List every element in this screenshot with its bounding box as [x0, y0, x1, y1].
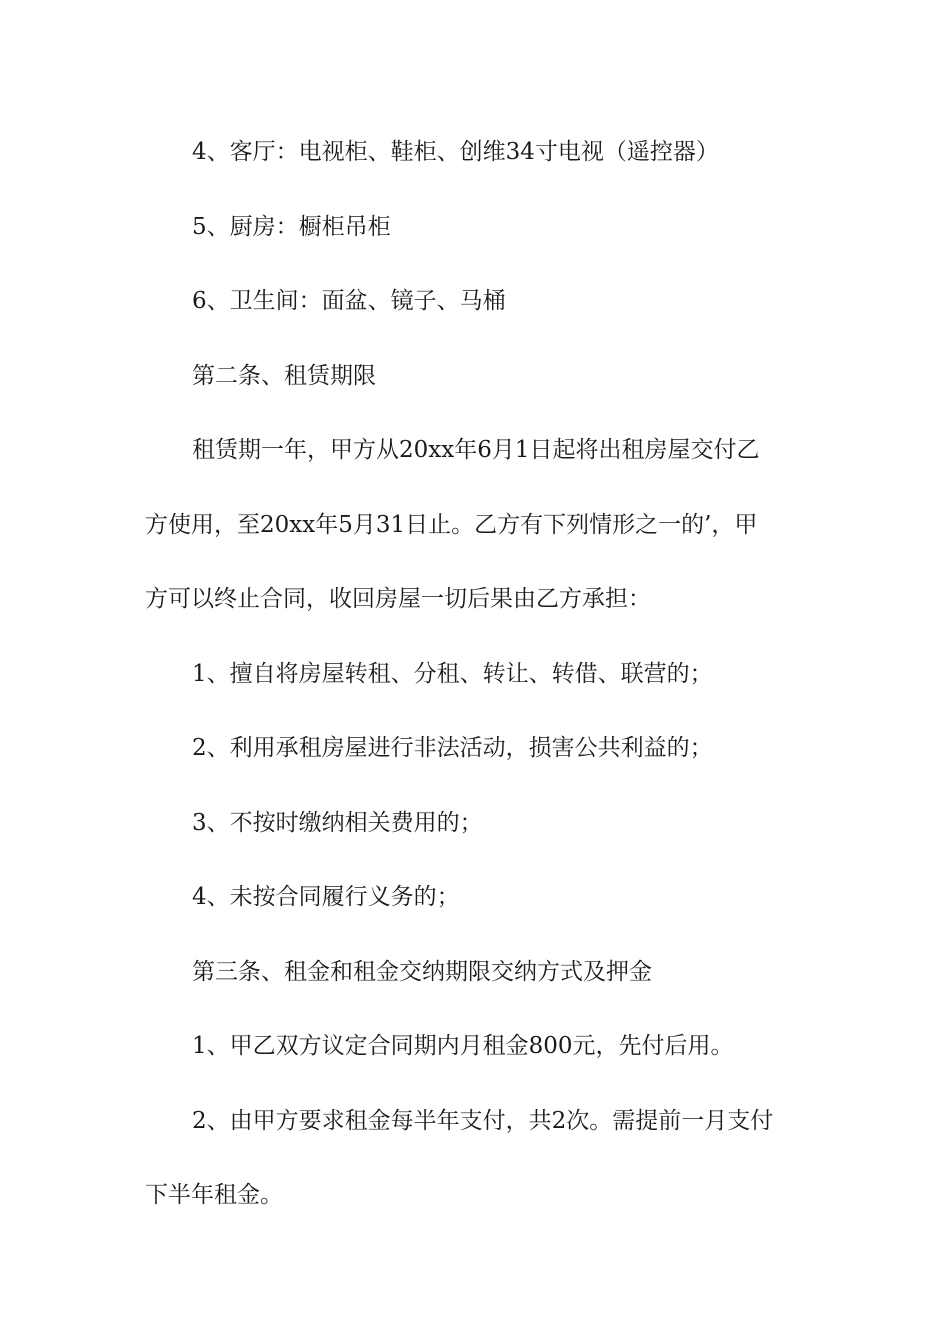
heading-article-two: 第二条、租赁期限: [192, 362, 376, 389]
paragraph-lease-term-line-3: 方可以终止合同，收回房屋一切后果由乙方承担：: [145, 586, 651, 612]
termination-item-3: 3、不按时缴纳相关费用的；: [192, 809, 483, 836]
termination-item-4: 4、未按合同履行义务的；: [192, 884, 460, 910]
clause-living-room: 4、客厅：电视柜、鞋柜、创维34寸电视（遥控器）: [192, 139, 719, 165]
document-body: [145, 127, 810, 1245]
termination-item-1: 1、擅自将房屋转租、分租、转让、转借、联营的；: [192, 660, 713, 687]
rent-item-1: 1、甲乙双方议定合同期内月租金800元，先付后用。: [192, 1033, 734, 1059]
paragraph-lease-term-line-2: 方使用，至20xx年5月31日止。乙方有下列情形之一的’，甲: [145, 511, 758, 538]
rent-item-2-line-2: 下半年租金。: [145, 1182, 283, 1208]
clause-bathroom: 6、卫生间：面盆、镜子、马桶: [192, 288, 506, 314]
rent-item-2-line-1: 2、由甲方要求租金每半年支付，共2次。需提前一月支付: [192, 1107, 774, 1134]
clause-kitchen: 5、厨房：橱柜吊柜: [192, 213, 391, 240]
paragraph-lease-term-line-1: 租赁期一年，甲方从20xx年6月1日起将出租房屋交付乙: [192, 437, 760, 463]
heading-article-three: 第三条、租金和租金交纳期限交纳方式及押金: [192, 958, 652, 985]
termination-item-2: 2、利用承租房屋进行非法活动，损害公共利益的；: [192, 735, 713, 761]
